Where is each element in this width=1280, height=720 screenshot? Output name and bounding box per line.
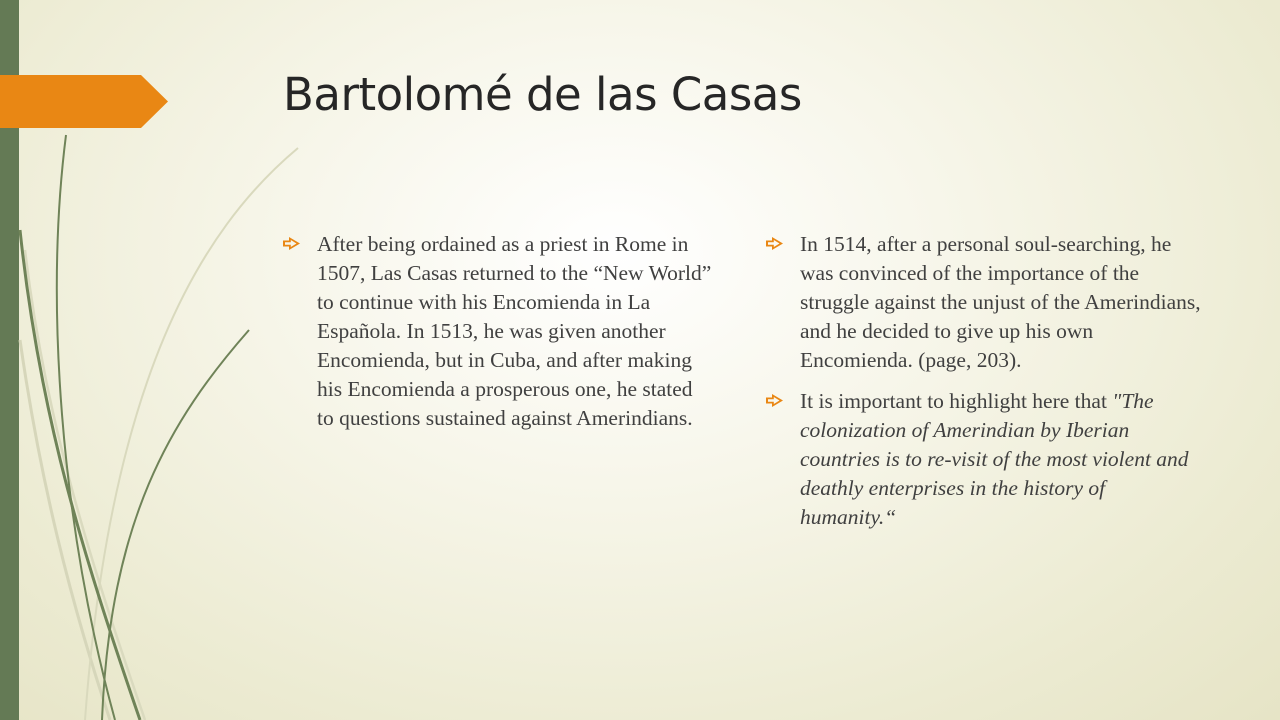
list-item xyxy=(766,230,1206,375)
arrow-right-bullet-icon xyxy=(283,230,317,255)
bullet-quote-text: "The colonization of Amerindian by Iberian countries is to re-visit of the most violent and deathly enterprises in the history of humanity.“ xyxy=(800,389,1189,529)
right-content-column xyxy=(766,230,1206,544)
bullet-text: In 1514, after a personal soul-searching, he was convinced of the importance of the struggle against the unjust of the Amerindians, and he decided to give up his own Encomienda. (page, 203). xyxy=(800,232,1201,372)
bullet-lead-text: It is important to highlight here that xyxy=(800,389,1113,413)
arrow-right-bullet-icon xyxy=(766,230,800,255)
list-item xyxy=(283,230,713,433)
arrow-right-bullet-icon xyxy=(766,387,800,412)
left-content-column xyxy=(283,230,713,445)
list-item xyxy=(766,387,1206,532)
bullet-text: After being ordained as a priest in Rome in 1507, Las Casas returned to the “New World” to continue with his Encomienda in La Española. In 1513, he was given another Encomienda, but in Cuba, and after making his Encomienda a prosperous one, he stated to questions sustained against Amerindians. xyxy=(317,232,712,430)
title-arrow-tab xyxy=(0,75,168,128)
slide-title: Bartolomé de las Casas xyxy=(283,68,802,121)
bullet-text xyxy=(800,387,1206,532)
